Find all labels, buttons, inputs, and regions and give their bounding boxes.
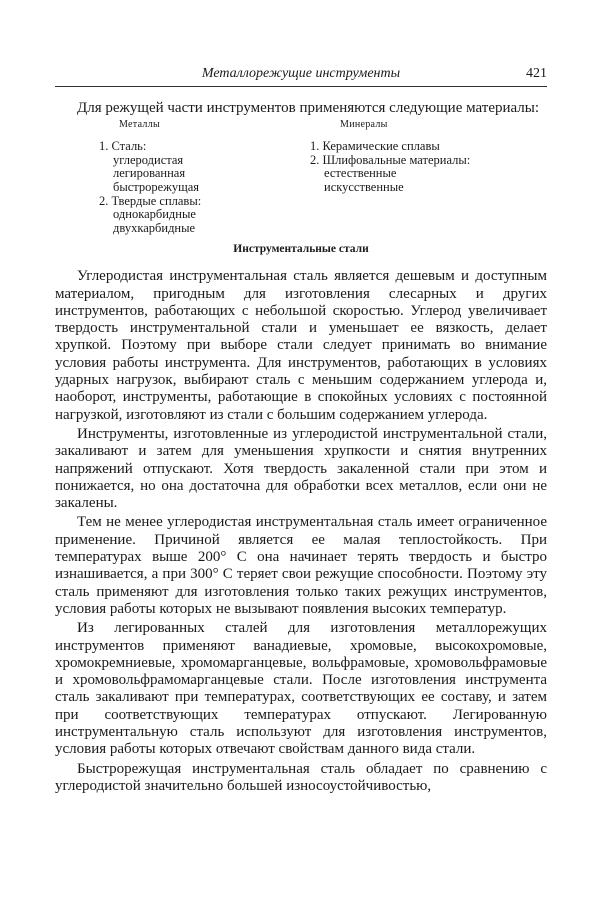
page-body [55, 100, 547, 795]
body-paragraph: Инструменты, изготовленные из углеродистой инструментальной стали, закаливают и затем для уменьшения хрупкости и снятия внутренних напряжений отпускают. Хотя твердость закаленной стали при этом и понижается, но она достаточна для обработки всех металлов, если они не закалены. [55, 425, 547, 512]
metals-list [99, 140, 201, 235]
metals-heading: Металлы [119, 119, 161, 131]
page-header [55, 66, 547, 87]
minerals-list [310, 140, 470, 194]
body-paragraph: Быстрорежущая инструментальная сталь обладает по сравнению с углеродистой значительно большей износоустойчивостью, [55, 760, 547, 794]
list-item: 1. Керамические сплавы [310, 139, 440, 154]
intro-paragraph: Для режущей части инструментов применяются следующие материалы: [77, 100, 540, 116]
list-subitem: однокарбидные [113, 207, 196, 222]
list-subitem: искусственные [324, 180, 404, 195]
list-subitem: естественные [324, 166, 397, 181]
list-subitem: углеродистая [113, 152, 184, 167]
running-title: Металлорежущие инструменты [201, 66, 401, 81]
list-subitem: быстрорежущая [113, 180, 200, 195]
page-number: 421 [526, 66, 547, 81]
body-paragraph: Углеродистая инструментальная сталь является дешевым и доступным материалом, пригодным для изготовления слесарных и других инструментов, работающих с небольшой скоростью. Углерод увеличивает твердость инструментальной стали и уменьшает ее вязкость, делает хрупкой. Поэтому при выборе стали следует принимать во внимание условия работы инструмента. Для инструментов, работающих в условиях ударных нагрузок, выбирают сталь с меньшим содержанием углерода и, наоборот, инструменты, работающие в спокойных условиях с постоянной нагрузкой, изготовляют из стали с большим содержанием углерода. [55, 268, 547, 423]
list-subitem: двухкарбидные [113, 220, 196, 235]
materials-table [55, 119, 547, 235]
list-item: 2. Шлифовальные материалы: [310, 152, 471, 167]
section-title: Инструментальные стали [233, 243, 369, 256]
list-subitem: легированная [113, 166, 186, 181]
minerals-heading: Минералы [340, 119, 388, 131]
body-paragraph: Тем не менее углеродистая инструментальная сталь имеет ограниченное применение. Причиной является ее малая теплостойкость. При температурах выше 200° С она начинает терять твердость и быстро изнашивается, а при 300° С теряет свои режущие способности. Поэтому эту сталь применяют для изготовления только таких режущих инструментов, условия работы которых не вызывают появления высоких температур. [55, 514, 547, 617]
list-item: 2. Твердые сплавы: [99, 193, 202, 208]
list-item: 1. Сталь: [99, 139, 147, 154]
body-paragraph: Из легированных сталей для изготовления металлорежущих инструментов применяют ванадиевые, хромовые, высокохромовые, хромокремниевые, хромомарганцевые, вольфрамовые, хромовольфрамовые и хромовольфрамомарганцевые стали. После изготовления инструмента сталь закаливают при температурах, соответствующих ее составу, и затем при соответствующих температурах отпускают. Легированную инструментальную сталь используют для изготовления инструментов, условия работы которых отвечают свойствам данного вида стали. [55, 620, 547, 758]
minerals-column [310, 119, 470, 194]
metals-column [99, 119, 201, 235]
